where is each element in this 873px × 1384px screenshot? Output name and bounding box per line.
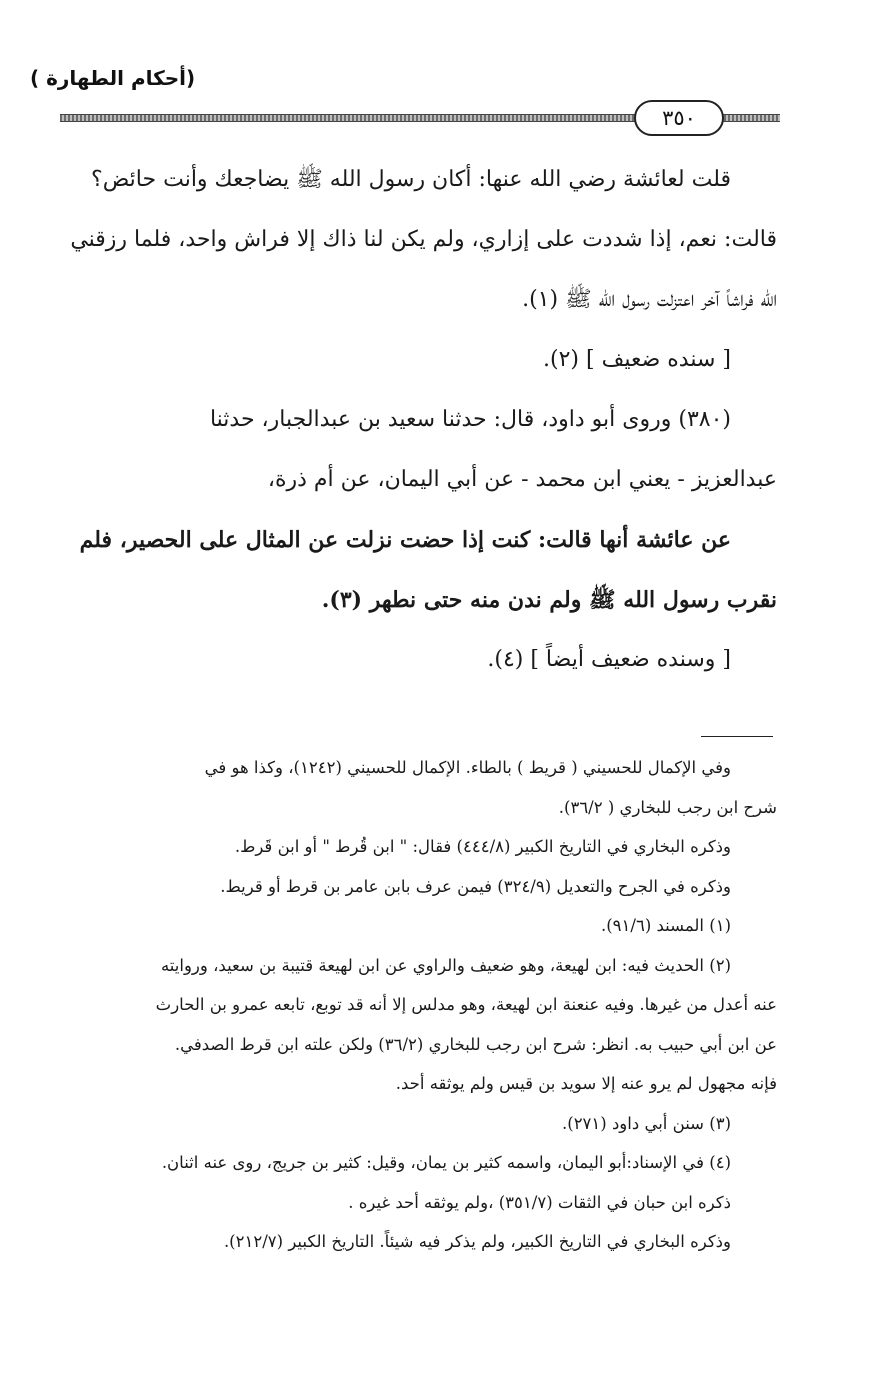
footnote-line: عن ابن أبي حبيب به. انظر: شرح ابن رجب للبخاري (٣٦/٢) ولكن علته ابن قرط الصدفي. [174, 1034, 777, 1054]
text-line: الله فراشاً آخر اعتزلت رسول الله ﷺ (١). [522, 287, 777, 312]
footnote-separator [701, 736, 773, 737]
footnote-line: (١) المسند (٩١/٦). [600, 916, 731, 935]
grading-note: [ سنده ضعيف ] (٢). [543, 347, 731, 372]
footnote-line: شرح ابن رجب للبخاري ( ٣٦/٢). [558, 797, 777, 817]
hadith-text-line: نقرب رسول الله ﷺ ولم ندن منه حتى نطهر (٣). [321, 587, 777, 613]
footnote-line: فإنه مجهول لم يرو عنه إلا سويد بن قيس ولم يوثقه أحد. [395, 1074, 777, 1093]
footnote-line: عنه أعدل من غيرها. وفيه عنعنة ابن لهيعة، وهو مدلس إلا أنه قد توبع، تابعه عمرو بن الحارث [155, 995, 777, 1014]
footnote-line: ذكره ابن حبان في الثقات (٣٥١/٧) ،ولم يوثقه أحد غيره . [348, 1192, 731, 1212]
footnote-line: وذكره في الجرح والتعديل (٣٢٤/٩) فيمن عرف بابن عامر بن قرط أو قريط. [220, 876, 731, 896]
footnote-line: (٢) الحديث فيه: ابن لهيعة، وهو ضعيف والراوي عن ابن لهيعة قتيبة بن سعيد، وروايته [160, 955, 731, 975]
text-line: قالت: نعم، إذا شددت على إزاري، ولم يكن لنا ذاك إلا فراش واحد، فلما رزقني [70, 227, 777, 252]
text-line: قلت لعائشة رضي الله عنها: أكان رسول الله ﷺ يضاجعك وأنت حائض؟ [91, 167, 731, 192]
hadith-chain-line: (٣٨٠) وروى أبو داود، قال: حدثنا سعيد بن عبدالجبار، حدثنا [209, 407, 731, 432]
footnotes [60, 748, 777, 1262]
hadith-chain-line: عبدالعزيز - يعني ابن محمد - عن أبي اليمان، عن أم ذرة، [267, 467, 777, 492]
page-number: ٣٥٠ [634, 100, 724, 136]
running-title: (أحكام الطهارة ) [30, 66, 196, 90]
footnote-line: وذكره البخاري في التاريخ الكبير (٤٤٤/٨) فقال: " ابن قُرط " أو ابن قَرط. [234, 837, 731, 856]
main-text [56, 150, 777, 690]
grading-note: [ وسنده ضعيف أيضاً ] (٤). [487, 647, 731, 672]
footnote-line: وذكره البخاري في التاريخ الكبير، ولم يذكر فيه شيئاً. التاريخ الكبير (٢١٢/٧). [223, 1232, 731, 1251]
footnote-line: (٤) في الإسناد:أبو اليمان، واسمه كثير بن يمان، وقيل: كثير بن جريج، روى عنه اثنان. [161, 1153, 731, 1172]
footnote-line: (٣) سنن أبي داود (٢٧١). [562, 1113, 731, 1133]
hadith-text-line: عن عائشة أنها قالت: كنت إذا حضت نزلت عن المثال على الحصير، فلم [79, 527, 731, 553]
footnote-line: وفي الإكمال للحسيني ( قريط ) بالطاء. الإكمال للحسيني (١٢٤٢)، وكذا هو في [204, 758, 731, 777]
